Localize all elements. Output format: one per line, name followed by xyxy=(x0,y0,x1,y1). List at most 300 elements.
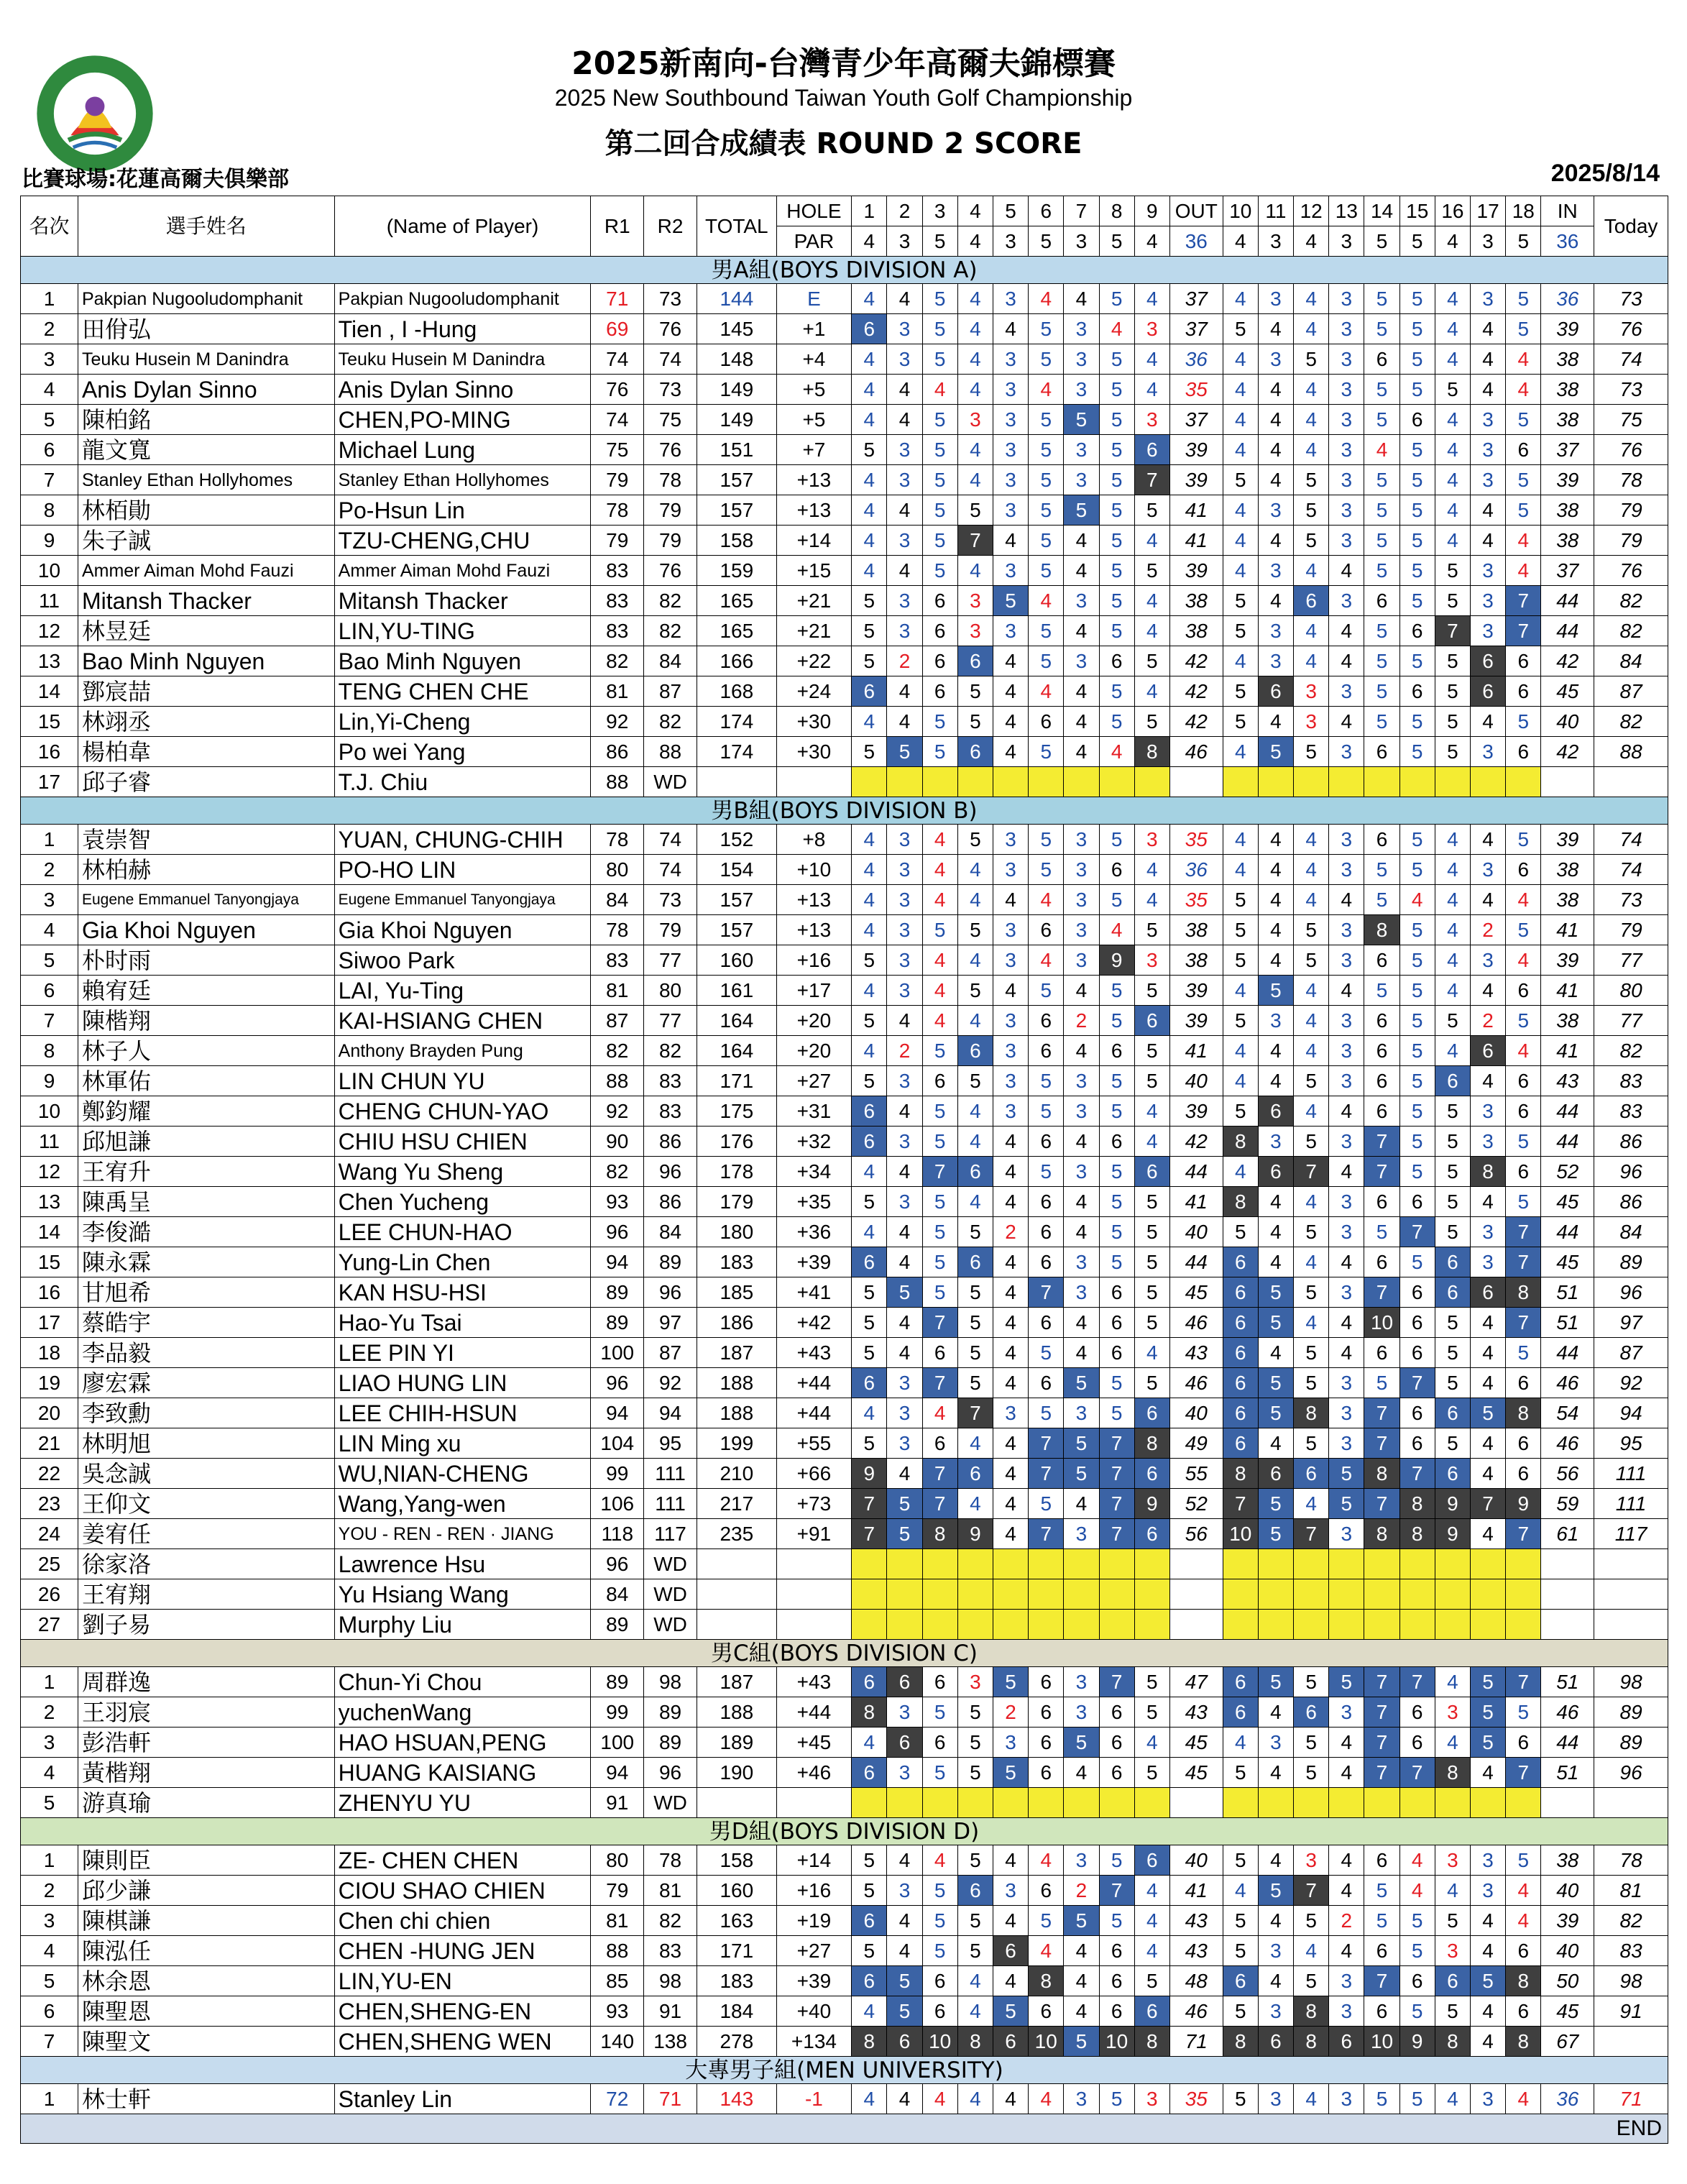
today-cell: 76 xyxy=(1594,556,1668,586)
hole-score-cell: 6 xyxy=(957,1459,993,1489)
hole-score-cell: 4 xyxy=(1506,945,1541,976)
player-name-zh: 林柏赫 xyxy=(78,855,334,885)
hole-score-cell: 4 xyxy=(1258,707,1293,737)
player-row xyxy=(21,1187,1668,1217)
hole-score-cell: 4 xyxy=(1134,676,1169,707)
hole-score-cell: 10 xyxy=(1029,2027,1064,2057)
player-name-zh: 王宥翔 xyxy=(78,1579,334,1610)
player-name-en: Hao-Yu Tsai xyxy=(334,1308,591,1338)
hole-score-cell: 4 xyxy=(1471,1368,1506,1398)
in-cell: 45 xyxy=(1541,1996,1594,2027)
hole-score-cell: 5 xyxy=(1099,707,1134,737)
par-1: 4 xyxy=(852,226,887,257)
player-name-zh: 邱旭謙 xyxy=(78,1127,334,1157)
hole-score-cell: 6 xyxy=(852,1966,887,1996)
rank-cell: 18 xyxy=(21,1338,78,1368)
total-cell: 187 xyxy=(697,1338,776,1368)
hole-score-cell: 6 xyxy=(1099,1036,1134,1066)
player-row xyxy=(21,1006,1668,1036)
player-name-zh: 林昱廷 xyxy=(78,616,334,646)
hole-score-cell: 4 xyxy=(1294,855,1329,885)
today-cell: 83 xyxy=(1594,1096,1668,1127)
out-cell: 43 xyxy=(1169,1338,1223,1368)
hole-score-cell xyxy=(922,767,957,797)
hole-score-cell: 6 xyxy=(922,1667,957,1697)
hole-score-cell: 6 xyxy=(1029,1006,1064,1036)
hole-score-cell: 6 xyxy=(1506,1157,1541,1187)
hole-score-cell: 6 xyxy=(922,676,957,707)
hole-score-cell: 5 xyxy=(1099,1217,1134,1247)
hole-score-cell: 4 xyxy=(887,1006,922,1036)
hole-score-cell: 5 xyxy=(1099,1066,1134,1096)
player-name-en: LAI, Yu-Ting xyxy=(334,976,591,1006)
hole-score-cell: 7 xyxy=(1099,1489,1134,1519)
hole-score-cell xyxy=(922,1788,957,1818)
hole-score-cell: 4 xyxy=(887,2084,922,2114)
total-cell: 157 xyxy=(697,915,776,945)
player-row xyxy=(21,1845,1668,1876)
hole-score-cell: 2 xyxy=(1471,1006,1506,1036)
hole-score-cell: 5 xyxy=(1099,885,1134,915)
hole-score-cell: 5 xyxy=(1029,737,1064,767)
rank-cell: 6 xyxy=(21,1996,78,2027)
to-par-cell: +8 xyxy=(776,825,852,855)
hole-score-cell: 4 xyxy=(1223,1728,1258,1758)
hole-score-cell: 5 xyxy=(1364,646,1399,676)
hole-score-cell: 5 xyxy=(1099,556,1134,586)
hole-score-cell: 4 xyxy=(1223,825,1258,855)
hole-score-cell: 3 xyxy=(1329,1519,1364,1549)
hole-score-cell xyxy=(887,1610,922,1640)
hole-score-cell: 7 xyxy=(1506,616,1541,646)
in-cell: 38 xyxy=(1541,1845,1594,1876)
hole-score-cell: 5 xyxy=(922,1876,957,1906)
hole-score-cell: 4 xyxy=(1258,435,1293,465)
player-name-zh: 林翊丞 xyxy=(78,707,334,737)
hole-score-cell: 4 xyxy=(1329,1338,1364,1368)
r2-cell: 77 xyxy=(644,1006,697,1036)
hole-score-cell: 5 xyxy=(1029,976,1064,1006)
player-name-en: ZE- CHEN CHEN xyxy=(334,1845,591,1876)
hole-score-cell: 5 xyxy=(852,616,887,646)
hole-score-cell: 7 xyxy=(1364,1966,1399,1996)
hole-score-cell: 5 xyxy=(1364,676,1399,707)
hole-score-cell: 4 xyxy=(1258,1758,1293,1788)
player-row xyxy=(21,284,1668,314)
hole-score-cell: 4 xyxy=(1294,556,1329,586)
hole-score-cell: 5 xyxy=(1399,1936,1435,1966)
col-name-zh: 選手姓名 xyxy=(78,196,334,257)
to-par-cell xyxy=(776,767,852,797)
player-name-en: Murphy Liu xyxy=(334,1610,591,1640)
hole-score-cell: 4 xyxy=(993,1489,1028,1519)
in-cell: 38 xyxy=(1541,405,1594,435)
hole-score-cell: 5 xyxy=(1134,1247,1169,1277)
venue-label: 比賽球場:花蓮高爾夫俱樂部 xyxy=(22,167,289,192)
player-name-en: HUANG KAISIANG xyxy=(334,1758,591,1788)
col-total: TOTAL xyxy=(697,196,776,257)
total-cell: 160 xyxy=(697,945,776,976)
hole-score-cell: 5 xyxy=(852,737,887,767)
hole-score-cell: 5 xyxy=(1099,586,1134,616)
par-16: 4 xyxy=(1435,226,1470,257)
hole-score-cell: 3 xyxy=(1471,465,1506,495)
hole-score-cell: 3 xyxy=(887,314,922,344)
hole-score-cell: 4 xyxy=(993,1966,1028,1996)
hole-score-cell: 4 xyxy=(957,945,993,976)
hole-score-cell: 5 xyxy=(1506,825,1541,855)
hole-score-cell: 3 xyxy=(1471,405,1506,435)
hole-score-cell: 5 xyxy=(1435,1906,1470,1936)
hole-score-cell: 4 xyxy=(887,405,922,435)
hole-score-cell: 5 xyxy=(922,1127,957,1157)
player-row xyxy=(21,586,1668,616)
hole-score-cell: 4 xyxy=(957,465,993,495)
hole-score-cell: 4 xyxy=(1223,344,1258,375)
today-cell: 79 xyxy=(1594,526,1668,556)
hole-score-cell: 4 xyxy=(1435,976,1470,1006)
hole-score-cell: 10 xyxy=(922,2027,957,2057)
hole-score-cell: 3 xyxy=(887,616,922,646)
r1-cell: 89 xyxy=(591,1308,644,1338)
hole-score-cell: 5 xyxy=(1099,1247,1134,1277)
rank-cell: 1 xyxy=(21,284,78,314)
total-cell: 158 xyxy=(697,526,776,556)
out-cell: 39 xyxy=(1169,556,1223,586)
hole-score-cell: 5 xyxy=(1364,1217,1399,1247)
in-cell: 61 xyxy=(1541,1519,1594,1549)
hole-score-cell: 6 xyxy=(1223,1428,1258,1459)
hole-score-cell: 4 xyxy=(1064,1036,1099,1066)
hole-score-cell: 3 xyxy=(993,1398,1028,1428)
hole-score-cell: 5 xyxy=(1134,556,1169,586)
in-cell: 54 xyxy=(1541,1398,1594,1428)
hole-score-cell: 2 xyxy=(993,1697,1028,1728)
hole-score-cell: 4 xyxy=(1029,586,1064,616)
hole-score-cell: 4 xyxy=(1134,1728,1169,1758)
out-cell xyxy=(1169,767,1223,797)
hole-score-cell: 4 xyxy=(1294,616,1329,646)
hole-score-cell: 4 xyxy=(1223,1036,1258,1066)
hole-score-cell: 6 xyxy=(1099,1996,1134,2027)
r2-cell: 76 xyxy=(644,556,697,586)
hole-score-cell: 4 xyxy=(1435,435,1470,465)
hole-score-cell: 5 xyxy=(922,344,957,375)
hole-score-cell xyxy=(1364,1788,1399,1818)
hole-1: 1 xyxy=(852,196,887,226)
player-row xyxy=(21,976,1668,1006)
rank-cell: 2 xyxy=(21,314,78,344)
hole-score-cell: 5 xyxy=(1399,1247,1435,1277)
hole-score-cell: 4 xyxy=(1294,314,1329,344)
player-name-zh: 周群逸 xyxy=(78,1667,334,1697)
division-title: 男A組(BOYS DIVISION A) xyxy=(21,257,1668,284)
player-row xyxy=(21,465,1668,495)
to-par-cell: +22 xyxy=(776,646,852,676)
to-par-cell: +13 xyxy=(776,915,852,945)
col-out: OUT xyxy=(1169,196,1223,226)
player-name-en: CHENG CHUN-YAO xyxy=(334,1096,591,1127)
total-cell: 152 xyxy=(697,825,776,855)
hole-score-cell: 5 xyxy=(922,314,957,344)
hole-score-cell: 4 xyxy=(852,1217,887,1247)
hole-score-cell: 4 xyxy=(993,314,1028,344)
total-cell: 148 xyxy=(697,344,776,375)
hole-score-cell: 4 xyxy=(1064,1966,1099,1996)
rank-cell: 3 xyxy=(21,885,78,915)
out-cell: 36 xyxy=(1169,344,1223,375)
hole-score-cell: 5 xyxy=(1471,1966,1506,1996)
hole-score-cell: 5 xyxy=(1294,495,1329,526)
r1-cell: 90 xyxy=(591,1127,644,1157)
hole-score-cell: 5 xyxy=(887,1519,922,1549)
hole-score-cell: 7 xyxy=(1506,1308,1541,1338)
to-par-cell: +43 xyxy=(776,1338,852,1368)
hole-score-cell: 5 xyxy=(1099,1006,1134,1036)
hole-score-cell: 6 xyxy=(1399,1308,1435,1338)
hole-score-cell xyxy=(887,1788,922,1818)
hole-score-cell: 2 xyxy=(1329,1906,1364,1936)
player-name-zh: 陳禹呈 xyxy=(78,1187,334,1217)
hole-score-cell: 3 xyxy=(993,465,1028,495)
hole-score-cell: 4 xyxy=(1471,1187,1506,1217)
hole-score-cell: 4 xyxy=(887,1459,922,1489)
hole-score-cell: 6 xyxy=(852,1667,887,1697)
hole-score-cell: 4 xyxy=(1506,2084,1541,2114)
hole-score-cell: 5 xyxy=(1223,1996,1258,2027)
hole-score-cell: 4 xyxy=(1029,375,1064,405)
r2-cell: 97 xyxy=(644,1308,697,1338)
hole-score-cell xyxy=(1471,1549,1506,1579)
hole-score-cell: 4 xyxy=(1471,526,1506,556)
total-cell: 210 xyxy=(697,1459,776,1489)
hole-score-cell: 4 xyxy=(1506,526,1541,556)
hole-score-cell: 5 xyxy=(1364,1906,1399,1936)
player-name-zh: 吳念誠 xyxy=(78,1459,334,1489)
hole-score-cell: 4 xyxy=(957,375,993,405)
hole-score-cell: 6 xyxy=(1294,1697,1329,1728)
today-cell: 111 xyxy=(1594,1459,1668,1489)
hole-score-cell: 6 xyxy=(922,1428,957,1459)
hole-score-cell: 4 xyxy=(957,314,993,344)
out-cell: 71 xyxy=(1169,2027,1223,2057)
hole-score-cell: 5 xyxy=(852,1338,887,1368)
today-cell: 98 xyxy=(1594,1667,1668,1697)
hole-score-cell: 8 xyxy=(1364,915,1399,945)
hole-score-cell: 5 xyxy=(1029,825,1064,855)
rank-cell: 9 xyxy=(21,1066,78,1096)
hole-score-cell: 7 xyxy=(1364,1428,1399,1459)
out-cell: 41 xyxy=(1169,526,1223,556)
hole-score-cell: 3 xyxy=(1471,855,1506,885)
hole-score-cell: 6 xyxy=(957,737,993,767)
today-cell xyxy=(1594,2027,1668,2057)
hole-score-cell xyxy=(1029,1549,1064,1579)
hole-score-cell: 4 xyxy=(1329,1845,1364,1876)
hole-score-cell: 4 xyxy=(957,1096,993,1127)
r1-cell: 94 xyxy=(591,1398,644,1428)
out-cell: 40 xyxy=(1169,1845,1223,1876)
hole-score-cell: 4 xyxy=(1506,344,1541,375)
hole-score-cell xyxy=(1134,1788,1169,1818)
hole-score-cell: 5 xyxy=(1364,465,1399,495)
out-cell: 49 xyxy=(1169,1428,1223,1459)
total-cell: 161 xyxy=(697,976,776,1006)
hole-score-cell: 4 xyxy=(1064,1489,1099,1519)
hole-score-cell: 4 xyxy=(1506,1906,1541,1936)
rank-cell: 17 xyxy=(21,767,78,797)
hole-score-cell: 3 xyxy=(1134,405,1169,435)
player-name-zh: 賴宥廷 xyxy=(78,976,334,1006)
r2-cell: WD xyxy=(644,1788,697,1818)
hole-score-cell: 4 xyxy=(1134,1096,1169,1127)
in-cell: 51 xyxy=(1541,1277,1594,1308)
in-cell: 36 xyxy=(1541,284,1594,314)
hole-score-cell: 3 xyxy=(1471,1217,1506,1247)
hole-17: 17 xyxy=(1471,196,1506,226)
hole-score-cell: 4 xyxy=(1435,1036,1470,1066)
to-par-cell: +21 xyxy=(776,586,852,616)
hole-score-cell: 3 xyxy=(887,435,922,465)
hole-score-cell: 4 xyxy=(957,1489,993,1519)
hole-score-cell: 5 xyxy=(922,1247,957,1277)
hole-score-cell: 5 xyxy=(1506,1006,1541,1036)
out-cell: 39 xyxy=(1169,435,1223,465)
hole-score-cell xyxy=(1329,1788,1364,1818)
hole-score-cell: 5 xyxy=(1399,435,1435,465)
player-name-zh: 林栢勛 xyxy=(78,495,334,526)
end-label: END xyxy=(21,2114,1668,2144)
player-row xyxy=(21,1127,1668,1157)
in-cell: 38 xyxy=(1541,885,1594,915)
hole-score-cell: 3 xyxy=(887,1127,922,1157)
total-cell: 151 xyxy=(697,435,776,465)
hole-score-cell: 6 xyxy=(1099,646,1134,676)
hole-score-cell: 5 xyxy=(993,586,1028,616)
hole-score-cell: 4 xyxy=(1258,1906,1293,1936)
hole-score-cell: 4 xyxy=(1435,825,1470,855)
hole-score-cell: 7 xyxy=(1099,1667,1134,1697)
hole-score-cell: 5 xyxy=(1399,526,1435,556)
col-rank: 名次 xyxy=(21,196,78,257)
today-cell: 78 xyxy=(1594,465,1668,495)
hole-score-cell: 4 xyxy=(1435,526,1470,556)
to-par-cell: +30 xyxy=(776,737,852,767)
hole-score-cell: 4 xyxy=(1029,885,1064,915)
hole-score-cell: 3 xyxy=(1329,1966,1364,1996)
hole-score-cell: 5 xyxy=(1294,526,1329,556)
hole-score-cell: 5 xyxy=(1435,1308,1470,1338)
player-row xyxy=(21,1936,1668,1966)
rank-cell: 17 xyxy=(21,1308,78,1338)
hole-score-cell: 6 xyxy=(1134,1398,1169,1428)
in-cell: 46 xyxy=(1541,1368,1594,1398)
to-par-cell xyxy=(776,1549,852,1579)
in-cell: 39 xyxy=(1541,1906,1594,1936)
hole-score-cell: 5 xyxy=(1435,707,1470,737)
in-cell: 45 xyxy=(1541,1187,1594,1217)
hole-score-cell: 6 xyxy=(1399,616,1435,646)
r2-cell: 96 xyxy=(644,1157,697,1187)
hole-12: 12 xyxy=(1294,196,1329,226)
r2-cell: 117 xyxy=(644,1519,697,1549)
hole-score-cell: 5 xyxy=(1294,1667,1329,1697)
player-name-en: LEE PIN YI xyxy=(334,1338,591,1368)
total-cell: 185 xyxy=(697,1277,776,1308)
hole-score-cell: 3 xyxy=(1471,1096,1506,1127)
hole-score-cell: 5 xyxy=(1435,1006,1470,1036)
hole-score-cell: 5 xyxy=(1029,1066,1064,1096)
hole-score-cell: 4 xyxy=(887,676,922,707)
hole-score-cell: 5 xyxy=(1294,737,1329,767)
r1-cell: 79 xyxy=(591,1876,644,1906)
hole-score-cell: 3 xyxy=(1329,855,1364,885)
header-row-holes xyxy=(21,196,1668,226)
hole-score-cell: 4 xyxy=(887,1096,922,1127)
rank-cell: 1 xyxy=(21,2084,78,2114)
hole-score-cell: 5 xyxy=(1099,676,1134,707)
player-name-zh: 李致勳 xyxy=(78,1398,334,1428)
today-cell: 95 xyxy=(1594,1428,1668,1459)
r2-cell: 98 xyxy=(644,1667,697,1697)
hole-2: 2 xyxy=(887,196,922,226)
out-cell: 47 xyxy=(1169,1667,1223,1697)
player-name-zh: 李品毅 xyxy=(78,1338,334,1368)
hole-score-cell: 3 xyxy=(1471,1876,1506,1906)
out-cell: 40 xyxy=(1169,1217,1223,1247)
r2-cell: 111 xyxy=(644,1459,697,1489)
in-cell: 44 xyxy=(1541,616,1594,646)
hole-score-cell: 5 xyxy=(852,1187,887,1217)
hole-score-cell xyxy=(957,1549,993,1579)
hole-score-cell: 7 xyxy=(1471,1489,1506,1519)
hole-score-cell: 4 xyxy=(957,1996,993,2027)
r1-cell: 92 xyxy=(591,1096,644,1127)
hole-score-cell: 5 xyxy=(957,1368,993,1398)
r2-cell: 73 xyxy=(644,284,697,314)
score-table xyxy=(20,196,1668,2144)
r2-cell: 83 xyxy=(644,1066,697,1096)
hole-score-cell: 9 xyxy=(1506,1489,1541,1519)
hole-score-cell: 5 xyxy=(1506,707,1541,737)
hole-score-cell: 8 xyxy=(1471,1157,1506,1187)
hole-score-cell: 5 xyxy=(1471,1697,1506,1728)
hole-score-cell: 3 xyxy=(993,915,1028,945)
hole-score-cell: 4 xyxy=(1471,1936,1506,1966)
rank-cell: 6 xyxy=(21,435,78,465)
out-cell: 38 xyxy=(1169,616,1223,646)
hole-score-cell: 5 xyxy=(1258,1308,1293,1338)
player-row xyxy=(21,1157,1668,1187)
hole-score-cell: 5 xyxy=(887,1996,922,2027)
hole-score-cell: 5 xyxy=(922,1096,957,1127)
hole-score-cell: 5 xyxy=(1435,1187,1470,1217)
hole-score-cell: 3 xyxy=(1064,1667,1099,1697)
hole-score-cell: 3 xyxy=(993,616,1028,646)
hole-score-cell: 8 xyxy=(1399,1519,1435,1549)
r1-cell: 86 xyxy=(591,737,644,767)
hole-score-cell: 4 xyxy=(922,976,957,1006)
hole-score-cell: 4 xyxy=(922,825,957,855)
hole-score-cell xyxy=(1064,1579,1099,1610)
hole-score-cell: 5 xyxy=(1029,855,1064,885)
hole-score-cell: 7 xyxy=(1099,1876,1134,1906)
out-cell: 46 xyxy=(1169,1308,1223,1338)
hole-score-cell: 5 xyxy=(1099,495,1134,526)
player-row xyxy=(21,1247,1668,1277)
hole-score-cell: 4 xyxy=(1471,375,1506,405)
hole-score-cell: 5 xyxy=(852,1308,887,1338)
